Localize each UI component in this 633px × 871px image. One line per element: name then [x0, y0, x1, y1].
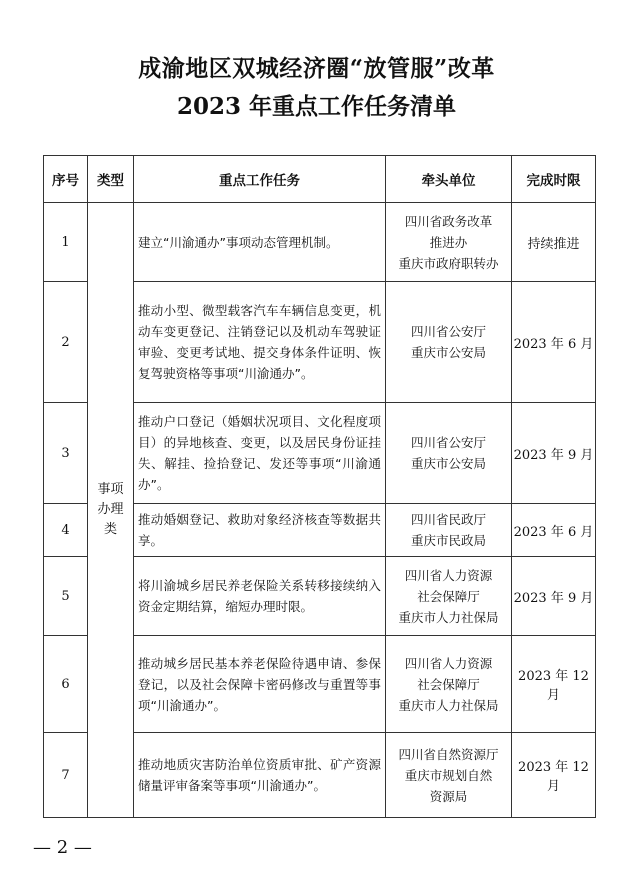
category-label: 事项办理类: [97, 482, 124, 537]
lead-unit: [386, 403, 512, 504]
task-text: 推动地质灾害防治单位资质审批、矿产资源储量评审备案等事项“川渝通办”。: [134, 733, 386, 818]
lead-line: 四川省政务改革: [404, 213, 493, 229]
header-lead: 牵头单位: [386, 156, 512, 203]
lead-line: 重庆市政府职转办: [398, 255, 499, 271]
deadline: 2023 年 6 月: [512, 282, 596, 403]
task-text: 建立“川渝通办”事项动态管理机制。: [134, 203, 386, 282]
task-table: [43, 155, 596, 818]
deadline: 2023 年 12 月: [512, 636, 596, 733]
task-text: 推动婚姻登记、救助对象经济核查等数据共享。: [134, 504, 386, 557]
header-no: 序号: [44, 156, 88, 203]
deadline: 2023 年 9 月: [512, 403, 596, 504]
deadline: 持续推进: [512, 203, 596, 282]
header-deadline: 完成时限: [512, 156, 596, 203]
lead-unit: [386, 504, 512, 557]
lead-line: 重庆市公安局: [410, 345, 486, 360]
lead-line: 推进办: [429, 234, 468, 250]
document-title-line1: 成渝地区双城经济圈“放管服”改革: [138, 55, 495, 82]
row-number: 3: [44, 403, 88, 504]
row-number: 7: [44, 733, 88, 818]
lead-unit: [386, 557, 512, 636]
lead-unit: [386, 733, 512, 818]
lead-unit: [386, 282, 512, 403]
document-title-line2: 2023 年重点工作任务清单: [176, 93, 457, 120]
lead-line: 四川省自然资源厅: [398, 746, 499, 762]
lead-line: 四川省人力资源: [404, 567, 493, 583]
table-row: [44, 203, 596, 282]
task-text: 推动城乡居民基本养老保险待遇申请、参保登记，以及社会保障卡密码修改与重置等事项“川渝通办”。: [134, 636, 386, 733]
lead-line: 重庆市规划自然: [404, 767, 493, 783]
lead-line: 资源局: [429, 788, 468, 804]
category-cell: [88, 203, 134, 818]
lead-line: 四川省民政厅: [410, 512, 486, 527]
row-number: 4: [44, 504, 88, 557]
lead-unit: [386, 636, 512, 733]
lead-line: 社会保障厅: [417, 588, 480, 604]
header-type: 类型: [88, 156, 134, 203]
page-number: — 2 —: [33, 837, 92, 858]
header-task: 重点工作任务: [134, 156, 386, 203]
lead-line: 重庆市人力社保局: [398, 609, 499, 625]
task-text: 推动户口登记（婚姻状况项目、文化程度项目）的异地核查、变更，以及居民身份证挂失、解挂、捡拾登记、发还等事项“川渝通办”。: [134, 403, 386, 504]
row-number: 2: [44, 282, 88, 403]
lead-line: 社会保障厅: [417, 676, 480, 692]
task-text: 将川渝城乡居民养老保险关系转移接续纳入资金定期结算，缩短办理时限。: [134, 557, 386, 636]
lead-line: 重庆市人力社保局: [398, 697, 499, 713]
lead-line: 四川省人力资源: [404, 655, 493, 671]
row-number: 6: [44, 636, 88, 733]
deadline: 2023 年 9 月: [512, 557, 596, 636]
row-number: 1: [44, 203, 88, 282]
deadline: 2023 年 12 月: [512, 733, 596, 818]
lead-unit: [386, 203, 512, 282]
deadline: 2023 年 6 月: [512, 504, 596, 557]
lead-line: 重庆市民政局: [410, 533, 486, 548]
lead-line: 重庆市公安局: [410, 456, 486, 471]
lead-line: 四川省公安厅: [410, 324, 486, 339]
task-text: 推动小型、微型载客汽车车辆信息变更，机动车变更登记、注销登记以及机动车驾驶证审验、变更考试地、提交身体条件证明、恢复驾驶资格等事项“川渝通办”。: [134, 282, 386, 403]
table-header-row: [44, 156, 596, 203]
row-number: 5: [44, 557, 88, 636]
lead-line: 四川省公安厅: [410, 435, 486, 450]
